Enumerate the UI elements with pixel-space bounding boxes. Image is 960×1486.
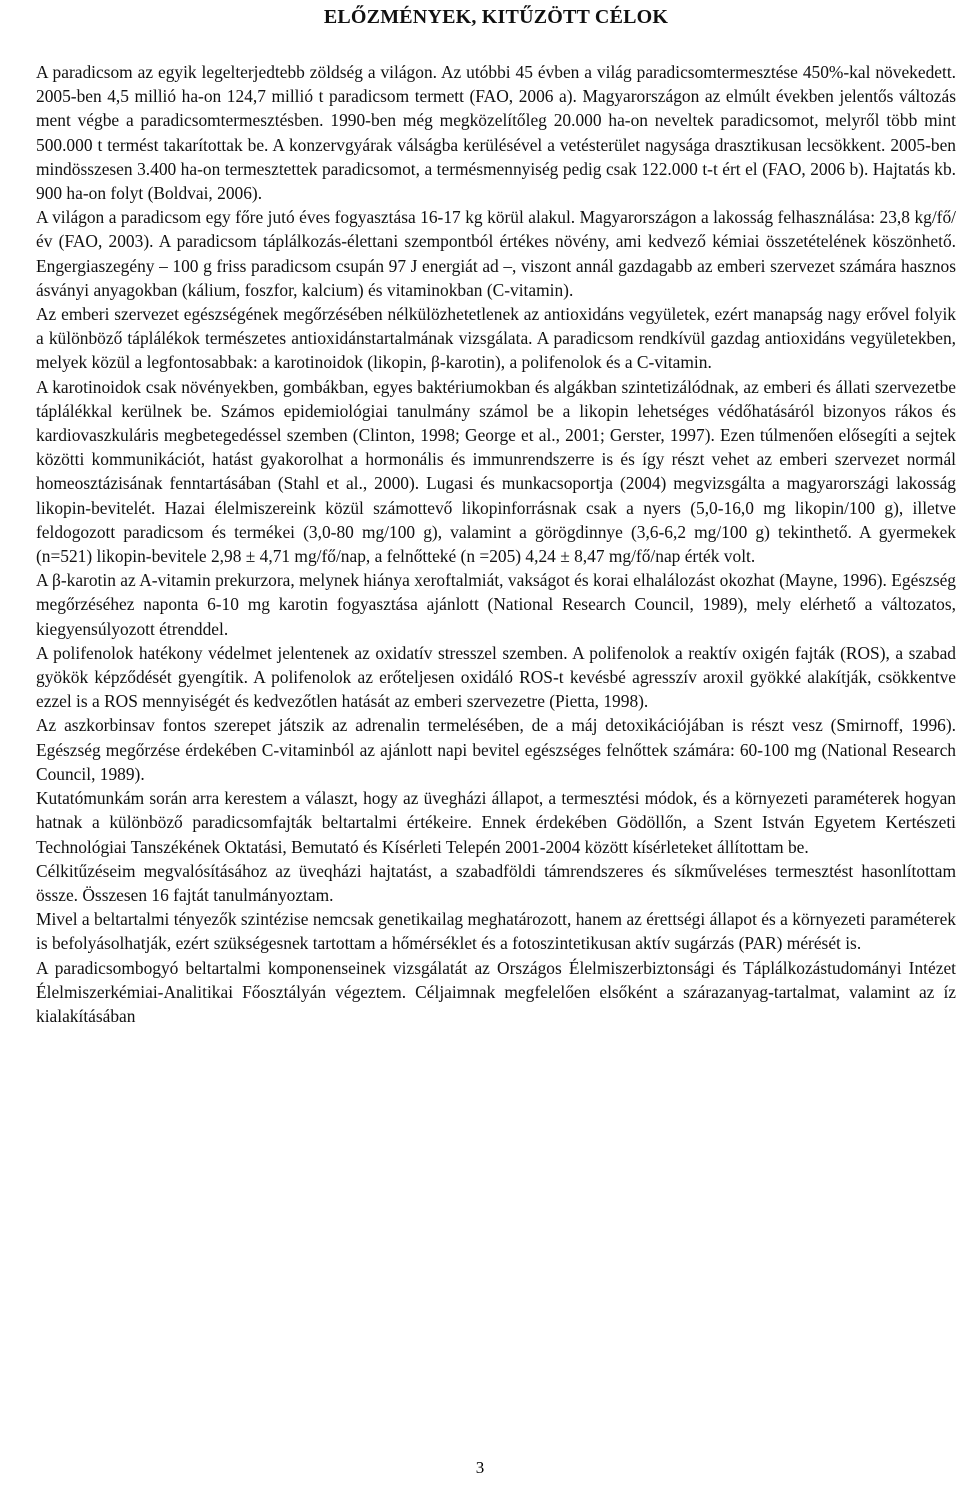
paragraph-tomato-production: A paradicsom az egyik legelterjedtebb zöldség a világon. Az utóbbi 45 évben a világ paradicsomtermesztése 450%-kal növekedett. 2005-ben 4,5 millió ha-on 124,7 millió t paradicsom termett (FAO, 2006 a). Magyarországon az elmúlt években jelentős változás ment végbe a paradicsomtermesztésben. 1990-ben még megközelítőleg 20.000 ha-on neveltek paradicsomot, melyről több mint 500.000 t termést takarítottak be. A konzervgyárak válságba kerülésével a vetésterület nagysága drasztikusan lecsökkent. 2005-ben mindösszesen 3.400 ha-on termesztettek paradicsomot, a termésmennyiség pedig csak 122.000 t-t ért el (FAO, 2006 b). Hajtatás kb. 900 ha-on folyt (Boldvai, 2006). — [36, 62, 956, 204]
paragraph-beta-carotene: A β-karotin az A-vitamin prekurzora, melynek hiánya xeroftalmiát, vakságot és korai elhalálozást okozhat (Mayne, 1996). Egészség megőrzéséhez naponta 6-10 mg karotin fogyasztása ajánlott (National Research Council, 1989), mely elérhető a változatos, kiegyensúlyozott étrenddel. — [36, 570, 956, 639]
paragraph-tomato-consumption: A világon a paradicsom egy főre jutó éves fogyasztása 16-17 kg körül alakul. Magyarországon a lakosság felhasználása: 23,8 kg/fő/év (FAO, 2003). A paradicsom táplálkozás-élettani szempontból értékes növény, ami kedvező kémiai összetételének köszönhető. Engergiaszegény – 100 g friss paradicsom csupán 97 J energiát ad –, viszont annál gazdagabb az emberi szervezet számára hasznos ásványi anyagokban (kálium, foszfor, kalcium) és vitaminokban (C-vitamin). — [36, 207, 956, 300]
page-number: 3 — [475, 1458, 485, 1477]
page-title: ELŐZMÉNYEK, KITŰZÖTT CÉLOK — [323, 6, 669, 28]
paragraph-analysis: A paradicsombogyó beltartalmi komponenseinek vizsgálatát az Országos Élelmiszerbiztonsági és Táplálkozástudományi Intézet Élelmiszerkémiai-Analitikai Főosztályán végeztem. Céljaimnak megfelelően elsőként a szárazanyag-tartalmat, valamint az íz kialakításában — [36, 957, 956, 1026]
paragraph-ascorbic-acid: Az aszkorbinsav fontos szerepet játszik az adrenalin termelésében, de a máj detoxikációjában is részt vesz (Smirnoff, 1996). Egészség megőrzése érdekében C-vitaminból az ajánlott napi bevitel egészséges felnőttek számára: 60-100 mg (National Research Council, 1989). — [36, 715, 956, 784]
paragraph-objectives: Célkitűzéseim megvalósításához az üveqházi hajtatást, a szabadföldi támrendszeres és síkműveléses termesztést hasonlítottam össze. Összesen 16 fajtát tanulmányoztam. — [36, 860, 956, 905]
paragraph-carotenoids: A karotinoidok csak növényekben, gombákban, egyes baktériumokban és algákban szintetizálódnak, az emberi és állati szervezetbe táplálékkal kerülnek be. Számos epidemiológiai tanulmány számol be a likopin lehetséges védőhatásáról bizonyos rákos és kardiovaszkuláris megbetegedéssel szemben (Clinton, 1998; George et al., 2001; Gerster, 1997). Ezen túlmenően elősegíti a sejtek közötti kommunikációt, hatást gyakorolhat a hormonális és immunrendszerre is és így részt vehet az emberi szervezet normál homeosztázisának fenntartásában (Stahl et al., 2000). Lugasi és munkacsoportja (2004) megvizsgálta a magyarországi lakosság likopin-bevitelét. Hazai élelmiszereink közül számottevő likopinforrásnak csak a nyers (5,0-16,0 mg likopin/100 g), illetve feldogozott paradicsom és termékei (3,0-80 mg/100 g), valamint a görögdinnye (3,6-6,2 mg/100 g) tekinthető. A gyermekek (n=521) likopin-bevitele 2,98 ± 4,71 mg/fő/nap, a felnőtteké (n =205) 4,24 ± 8,47 mg/fő/nap érték volt. — [36, 376, 956, 567]
paragraph-research-aim: Kutatómunkám során arra kerestem a választ, hogy az üvegházi állapot, a termesztési módok, és a környezeti paraméterek hogyan hatnak a különböző paradicsomfajták beltartalmi értékeire. Ennek érdekében Gödöllőn, a Szent István Egyetem Kertészeti Technológiai Tanszékének Oktatási, Bemutató és Kísérleti Telepén 2001-2004 között kísérleteket állítottam be. — [36, 788, 956, 857]
paragraph-measurements: Mivel a beltartalmi tényezők szintézise nemcsak genetikailag meghatározott, hanem az érettségi állapot és a környezeti paraméterek is befolyásolhatják, ezért szükségesnek tartottam a hőmérséklet és a fotoszintetikusan aktív sugárzás (PAR) mérését is. — [36, 909, 956, 954]
paragraph-polyphenols: A polifenolok hatékony védelmet jelentenek az oxidatív stresszel szemben. A polifenolok a reaktív oxigén fajták (ROS), a szabad gyökök képződését gyengítik. A polifenolok az erőteljesen oxidáló ROS-t kevésbé agresszív aroxil gyökké alakítják, csökkentve ezzel is a ROS mennyiségét és kedvezőtlen hatását az emberi szervezetre (Pietta, 1998). — [36, 642, 956, 712]
paragraph-antioxidants: Az emberi szervezet egészségének megőrzésében nélkülözhetetlenek az antioxidáns vegyületek, ezért manapság nagy erővel folyik a különböző táplálékok természetes antioxidánstartalmának vizsgálata. A paradicsom rendkívül gazdag antioxidáns vegyületekben, melyek közül a legfontosabbak: a karotinoidok (likopin, β-karotin), a polifenolok és a C-vitamin. — [36, 304, 956, 373]
